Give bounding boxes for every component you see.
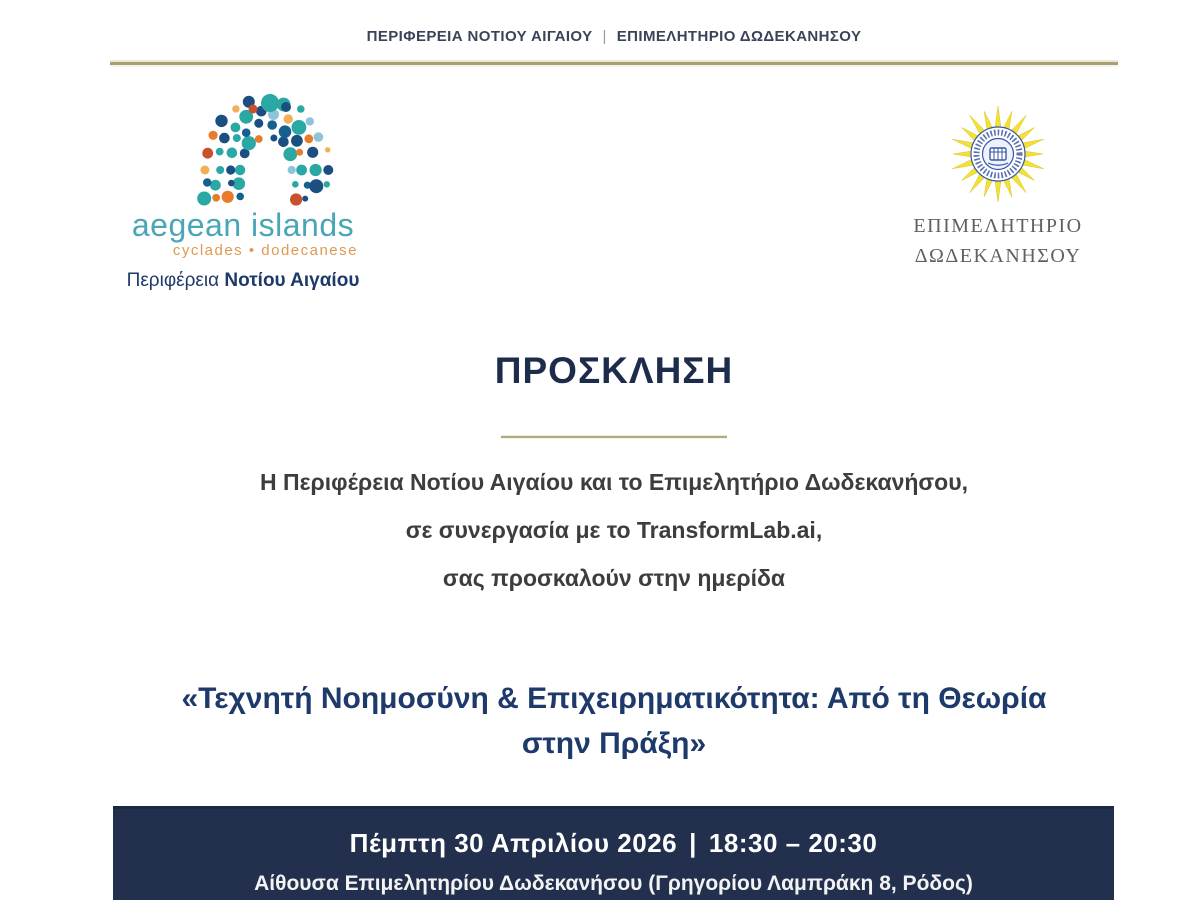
aegean-islands-logo xyxy=(124,94,362,292)
chamber-name-line2: ΔΩΔΕΚΑΝΗΣΟΥ xyxy=(914,245,1082,267)
event-title xyxy=(110,676,1118,766)
header-gold-divider xyxy=(110,62,1118,65)
header-org-chamber: ΕΠΙΜΕΛΗΤΗΡΙΟ ΔΩΔΕΚΑΝΗΣΟΥ xyxy=(616,28,862,45)
chamber-name-line1: ΕΠΙΜΕΛΗΤΗΡΙΟ xyxy=(913,215,1083,237)
event-details-bar xyxy=(113,806,1114,900)
caption-regular: Περιφέρεια xyxy=(126,270,220,291)
chamber-sun-icon xyxy=(948,104,1048,204)
dodecanese-chamber-logo xyxy=(898,104,1098,269)
header-org-region: ΠΕΡΙΦΕΡΕΙΑ ΝΟΤΙΟΥ ΑΙΓΑΙΟΥ xyxy=(366,28,593,45)
document-content xyxy=(110,0,1118,900)
event-time: 18:30 – 20:30 xyxy=(708,828,878,858)
event-date: Πέμπτη 30 Απριλίου 2026 xyxy=(349,828,678,858)
intro-line-2: σε συνεργασία με το TransformLab.ai, xyxy=(405,517,823,543)
aegean-logo-subtitle: cyclades • dodecanese xyxy=(172,242,358,259)
event-title-line-2: στην Πράξη» xyxy=(521,727,707,760)
header-separator: | xyxy=(602,28,607,45)
aegean-arch-dots-icon xyxy=(192,94,342,206)
event-title-line-1: «Τεχνητή Νοημοσύνη & Επιχειρηματικότητα: Από τη Θεωρία xyxy=(181,682,1047,715)
aegean-logo-caption xyxy=(124,270,362,292)
document-header xyxy=(110,28,1118,45)
datetime-separator: | xyxy=(689,828,697,858)
title-gold-divider xyxy=(501,436,727,438)
aegean-logo-title: aegean islands xyxy=(131,207,355,243)
intro-line-3: σας προσκαλούν στην ημερίδα xyxy=(442,565,786,591)
intro-line-1: Η Περιφέρεια Νοτίου Αιγαίου και το Επιμελητήριο Δωδεκανήσου, xyxy=(260,469,968,495)
event-location: Αίθουσα Επιμελητηρίου Δωδεκανήσου (Γρηγορίου Λαμπράκη 8, Ρόδος) xyxy=(254,872,973,895)
event-datetime xyxy=(113,828,1114,859)
invitation-intro xyxy=(110,458,1118,602)
caption-bold: Νοτίου Αιγαίου xyxy=(224,270,360,291)
invitation-title: ΠΡΟΣΚΛΗΣΗ xyxy=(494,350,734,391)
